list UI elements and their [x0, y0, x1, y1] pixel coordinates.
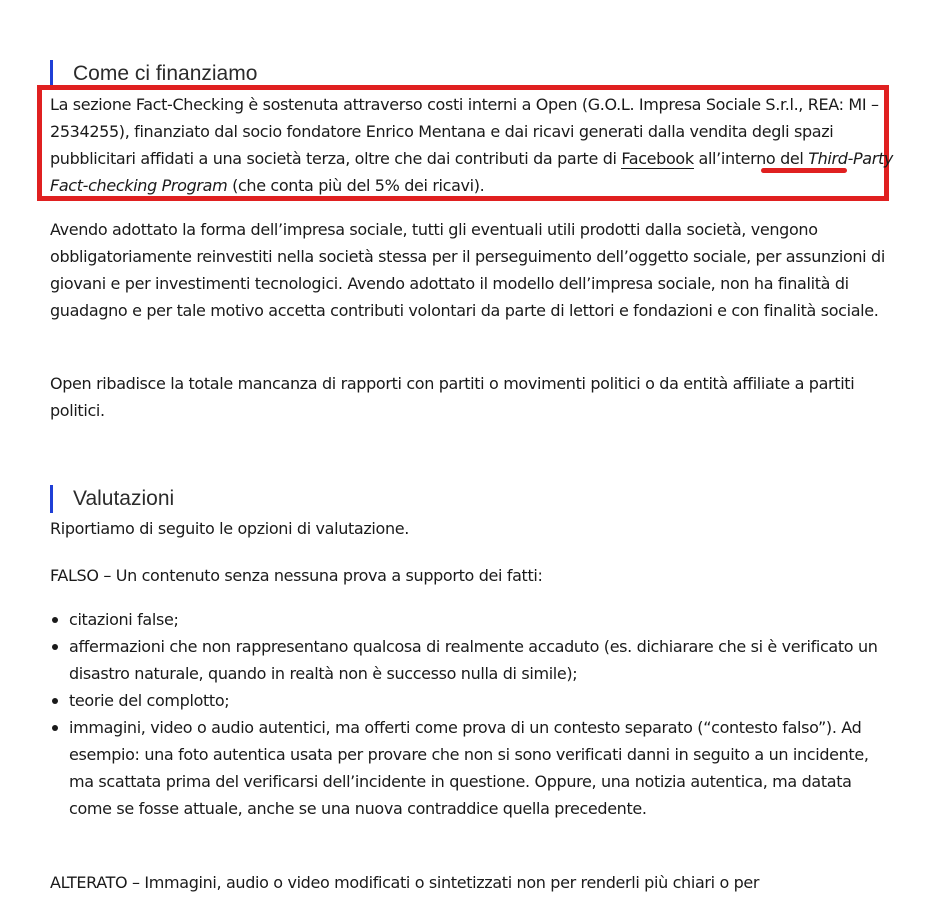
- funding-paragraph-social-enterprise: Avendo adottato la forma dell’impresa sociale, tutti gli eventuali utili prodotti dalla società, vengono obbligatoriamente reinvestiti nella società stessa per il perseguimento dell’oggetto sociale, per assunzioni di giovani e per investimenti tecnologici. Avendo adottato il modello dell’impresa sociale, non ha finalità di guadagno e per tale motivo accetta contributi volontari da parte di lettori e fondazioni e con finalità sociale.: [50, 220, 885, 320]
- section-heading-funding: Come ci finanziamo: [50, 60, 257, 88]
- bullet-dot-icon: [52, 644, 58, 650]
- bullet-dot-icon: [52, 725, 58, 731]
- list-item: teorie del complotto;: [50, 687, 890, 714]
- funding-text-mid: all’interno del: [693, 149, 809, 168]
- falso-definition: FALSO – Un contenuto senza nessuna prova a supporto dei fatti:: [50, 566, 543, 585]
- program-name: Third-Party Fact-checking Program: [50, 149, 894, 195]
- list-item: immagini, video o audio autentici, ma offerti come prova di un contesto separato (“contesto falso”). Ad esempio: una foto autentica usata per provare che non si sono verificati danni in seguito a un incidente, ma scattata prima del verificarsi dell’incidente in questione. Oppure, una notizia autentica, ma datata come se fosse attuale, anche se una nuova contraddice quella precedente.: [50, 714, 890, 822]
- ratings-intro: Riportiamo di seguito le opzioni di valutazione.: [50, 519, 409, 538]
- falso-criteria-list: [50, 606, 890, 822]
- facebook-link[interactable]: Facebook: [621, 149, 694, 168]
- bullet-dot-icon: [52, 698, 58, 704]
- alterato-definition: ALTERATO – Immagini, audio o video modificati o sintetizzati non per renderli più chiari o per: [50, 873, 760, 892]
- section-heading-ratings: Valutazioni: [50, 485, 174, 513]
- funding-text-after: (che conta più del 5% dei ricavi).: [227, 176, 485, 195]
- list-item: affermazioni che non rappresentano qualcosa di realmente accaduto (es. dichiarare che si è verificato un disastro naturale, quando in realtà non è successo nulla di simile);: [50, 633, 890, 687]
- annotation-underline: [761, 168, 847, 173]
- funding-text-before: La sezione Fact-Checking è sostenuta attraverso costi interni a Open (G.O.L. Impresa Sociale S.r.l., REA: MI – 2534255), finanziato dal socio fondatore Enrico Mentana e dai ricavi generati dalla vendita degli spazi pubblicitari affidati a una società terza, oltre che dai contributi da parte di: [50, 95, 879, 168]
- bullet-dot-icon: [52, 617, 58, 623]
- funding-paragraph-no-political-ties: Open ribadisce la totale mancanza di rapporti con partiti o movimenti politici o da entità affiliate a partiti politici.: [50, 374, 855, 420]
- funding-paragraph-highlighted: [50, 91, 895, 199]
- list-item: citazioni false;: [50, 606, 890, 633]
